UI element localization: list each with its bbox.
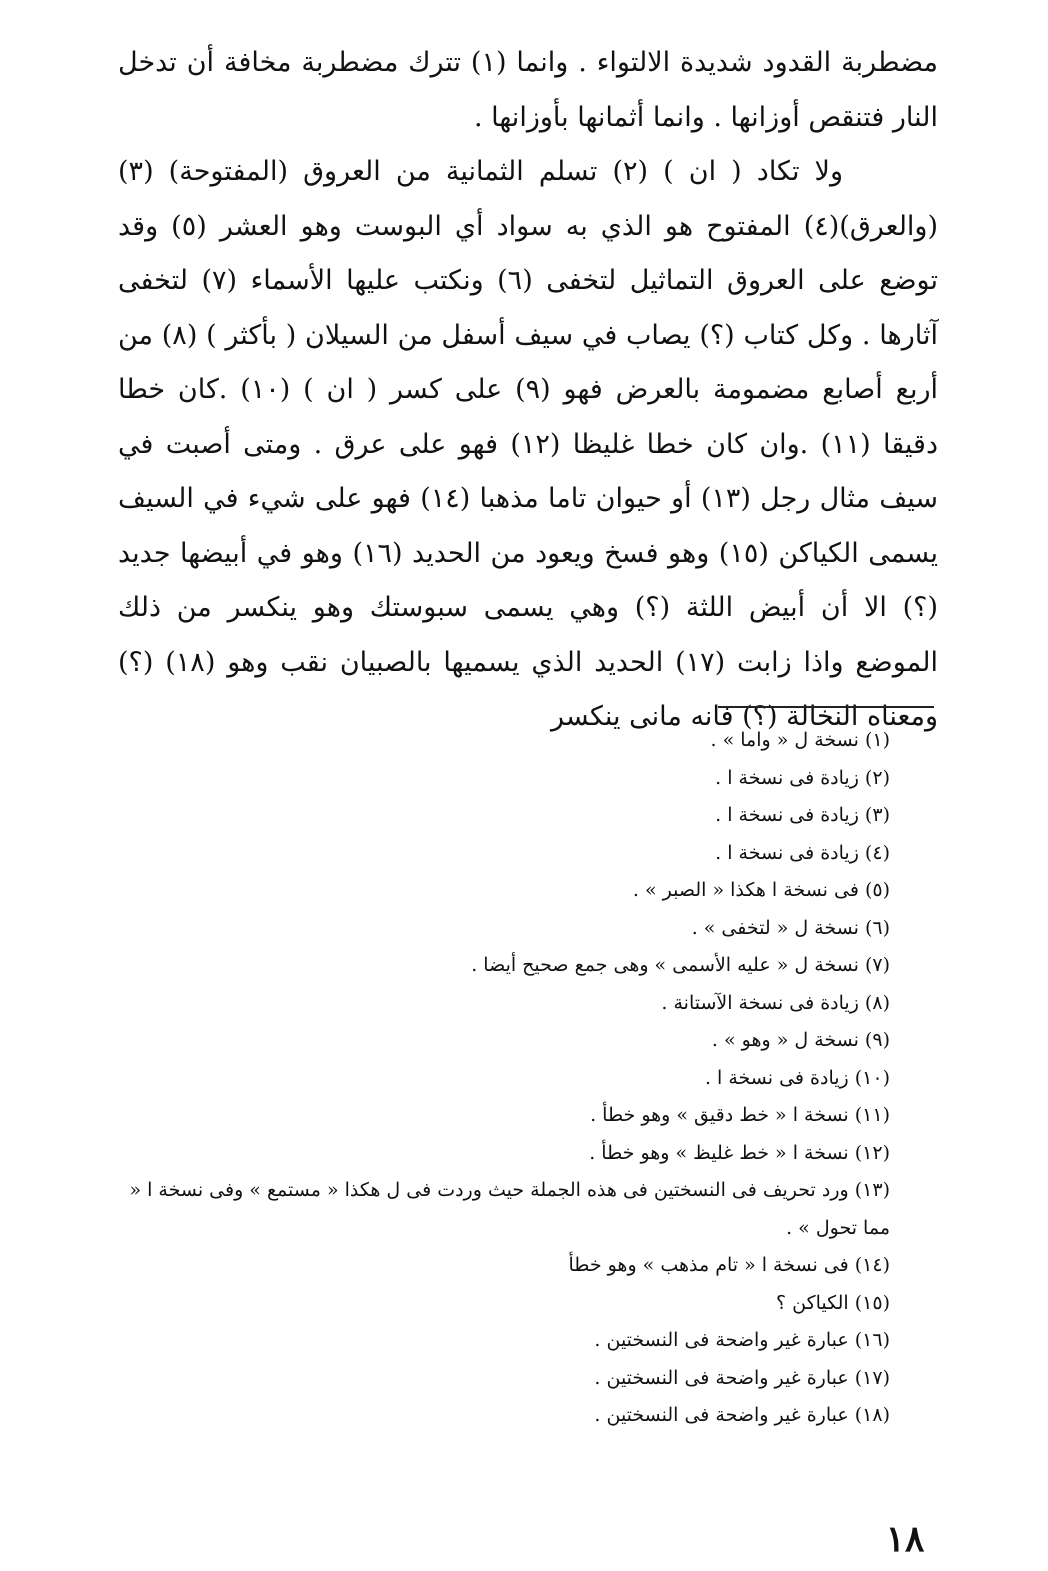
paragraph: مضطربة القدود شديدة الالتواء . وانما (١) تترك مضطربة مخافة أن تدخل النار فتنقص أوزانها . وانما أثمانها بأوزانها . (118, 47, 938, 133)
paragraph: ولا تكاد ( ان ) (٢) تسلم الثمانية من العروق (المفتوحة) (٣) (والعرق)(٤) المفتوح هو الذي به سواد أي البوست وهو العشر (٥) وقد توضع على العروق التماثيل لتخفى (٦) ونكتب عليها الأسماء (٧) لتخفى آثارها . وكل كتاب (؟) يصاب في سيف أسفل من السيلان ( بأكثر ) (٨) من أربع أصابع مضمومة بالعرض فهو (٩) على كسر ( ان ) (١٠) .كان خطا دقيقا (١١) .وان كان خطا غليظا (١٢) فهو على عرق . ومتى أصبت في سيف مثال رجل (١٣) أو حيوان تاما مذهبا (١٤) فهو على شيء في السيف يسمى الكياكن (١٥) وهو فسخ ويعود من الحديد (١٦) وهو في أبيضها جديد (؟) الا أن أبيض اللثة (؟) وهي يسمى سبوستك وهو ينكسر من ذلك الموضع واذا زابت (١٧) الحديد الذي يسميها بالصبيان نقب وهو (١٨) (؟) ومعناه النخالة (؟) فانه مانى ينكسر (118, 156, 939, 732)
footnote: (١٨) عبارة غير واضحة فى النسختين . (594, 1404, 890, 1426)
footnotes-list (100, 722, 890, 1435)
footnote: (٩) نسخة ل « وهو » . (711, 1029, 890, 1051)
footnote: (١٣) ورد تحريف فى النسختين فى هذه الجملة حيث وردت فى ل هكذا « مستمع » وفى نسخة ا « مما تحول » . (129, 1179, 890, 1239)
footnote: (١١) نسخة ا « خط دقيق » وهو خطأ . (590, 1104, 890, 1126)
footnote: (٦) نسخة ل « لتخفى » . (691, 916, 890, 939)
footnote: (١٠) زيادة فى نسخة ا . (704, 1066, 890, 1089)
footnote: (١٥) الكياكن ؟ (775, 1291, 890, 1314)
footnote: (١٢) نسخة ا « خط غليظ » وهو خطأ . (589, 1141, 890, 1164)
main-text (118, 36, 938, 745)
footnote: (١٦) عبارة غير واضحة فى النسختين . (594, 1329, 890, 1351)
footnote: (٧) نسخة ل « عليه الأسمى » وهى جمع صحيح أيضا . (471, 954, 890, 976)
footnote: (٥) فى نسخة ا هكذا « الصبر » . (632, 879, 890, 901)
footnote: (١٧) عبارة غير واضحة فى النسختين . (594, 1366, 890, 1389)
footnote-separator (718, 706, 934, 708)
footnote: (٣) زيادة فى نسخة ا . (715, 804, 890, 826)
footnote: (١) نسخة ل « واما » . (710, 729, 890, 751)
footnote: (٨) زيادة فى نسخة الآستانة . (661, 991, 890, 1014)
footnote: (١٤) فى نسخة ا « تام مذهب » وهو خطأ (568, 1254, 890, 1276)
page-number: ١٨ (885, 1518, 925, 1560)
footnote: (٤) زيادة فى نسخة ا . (715, 841, 890, 864)
footnote: (٢) زيادة فى نسخة ا . (715, 766, 890, 789)
